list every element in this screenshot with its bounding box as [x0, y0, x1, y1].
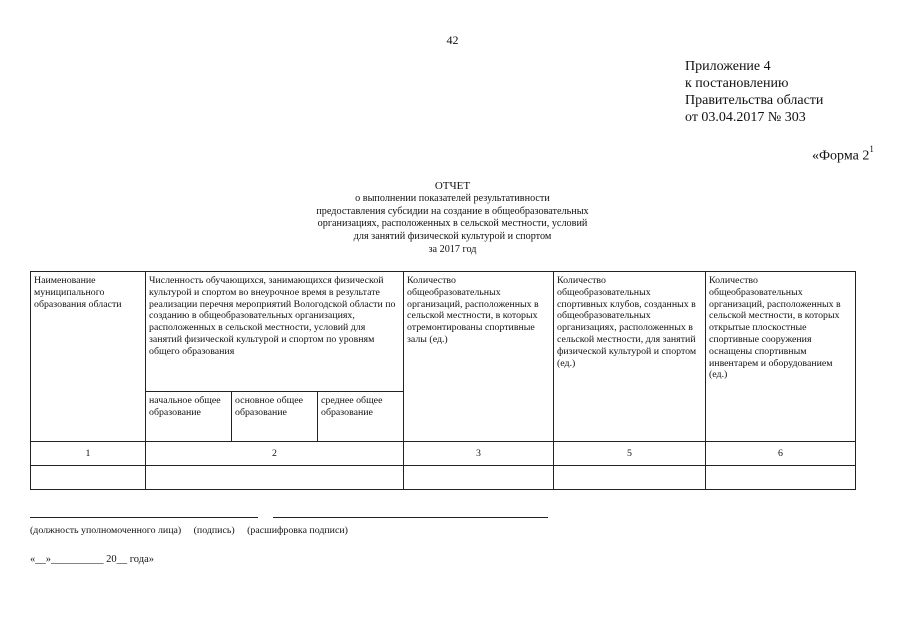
header-repaired-gyms: Количество общеобразовательных организаций, расположенных в сельской местности, в которых отремонтированы спортивные залы (ед.)	[404, 272, 554, 442]
empty-cell-repaired-gyms	[404, 466, 554, 490]
report-title-line-3: организациях, расположенных в сельской местности, условий	[317, 218, 588, 230]
empty-cell-student-count	[146, 466, 404, 490]
empty-cell-equipped-facilities	[706, 466, 856, 490]
form-label-superscript: 1	[869, 144, 874, 154]
appendix-line-4: от 03.04.2017 № 303	[685, 110, 806, 125]
report-table	[30, 271, 856, 490]
appendix-line-2: к постановлению	[685, 76, 789, 91]
report-title-line-1: о выполнении показателей результативности	[355, 192, 550, 204]
empty-cell-sports-clubs	[554, 466, 706, 490]
form-label-text: «Форма 2	[812, 148, 870, 164]
signature-caption: (подпись)	[193, 525, 235, 536]
column-number-6: 6	[706, 442, 856, 466]
report-title-line-2: предоставления субсидии на создание в общеобразовательных	[316, 205, 589, 217]
report-heading: ОТЧЕТ	[434, 180, 471, 192]
form-label	[812, 146, 874, 165]
appendix-line-1: Приложение 4	[685, 59, 771, 74]
signature-decoding-line	[273, 517, 548, 518]
subheader-secondary-education: среднее общее образование	[318, 392, 404, 442]
signature-captions	[30, 525, 358, 536]
header-sports-clubs: Количество общеобразовательных спортивных клубов, созданных в общеобразовательных организациях, расположенных в сельской местности, для занятий физической культурой и спортом (ед.)	[554, 272, 706, 442]
column-number-5: 5	[554, 442, 706, 466]
empty-cell-municipality	[31, 466, 146, 490]
position-caption: (должность уполномоченного лица)	[30, 525, 182, 536]
appendix-block	[685, 58, 823, 126]
header-student-count: Численность обучающихся, занимающихся физической культурой и спортом во внеурочное время в результате реализации перечня мероприятий Вологодской области по созданию в общеобразовательных организациях, расположенных в сельской местности, условий для занятий физической культурой и спортом по уровням общего образования	[146, 272, 404, 392]
decoding-caption: (расшифровка подписи)	[247, 525, 348, 536]
subheader-basic-education: основное общее образование	[232, 392, 318, 442]
column-number-3: 3	[404, 442, 554, 466]
position-signature-line	[30, 517, 258, 518]
page-number: 42	[446, 33, 459, 47]
date-line: «__»__________ 20__ года»	[30, 554, 154, 565]
header-municipality: Наименование муниципального образования области	[31, 272, 146, 442]
report-title-line-5: за 2017 год	[428, 243, 477, 255]
appendix-line-3: Правительства области	[685, 93, 824, 108]
report-title-line-4: для занятий физической культурой и спортом	[353, 231, 552, 243]
header-equipped-facilities: Количество общеобразовательных организаций, расположенных в сельской местности, в которых открытые плоскостные спортивные сооружения оснащены спортивным инвентарем и оборудованием (ед.)	[706, 272, 856, 442]
column-number-1: 1	[31, 442, 146, 466]
subheader-primary-education: начальное общее образование	[146, 392, 232, 442]
column-number-2: 2	[146, 442, 404, 466]
report-title-block	[0, 180, 905, 257]
